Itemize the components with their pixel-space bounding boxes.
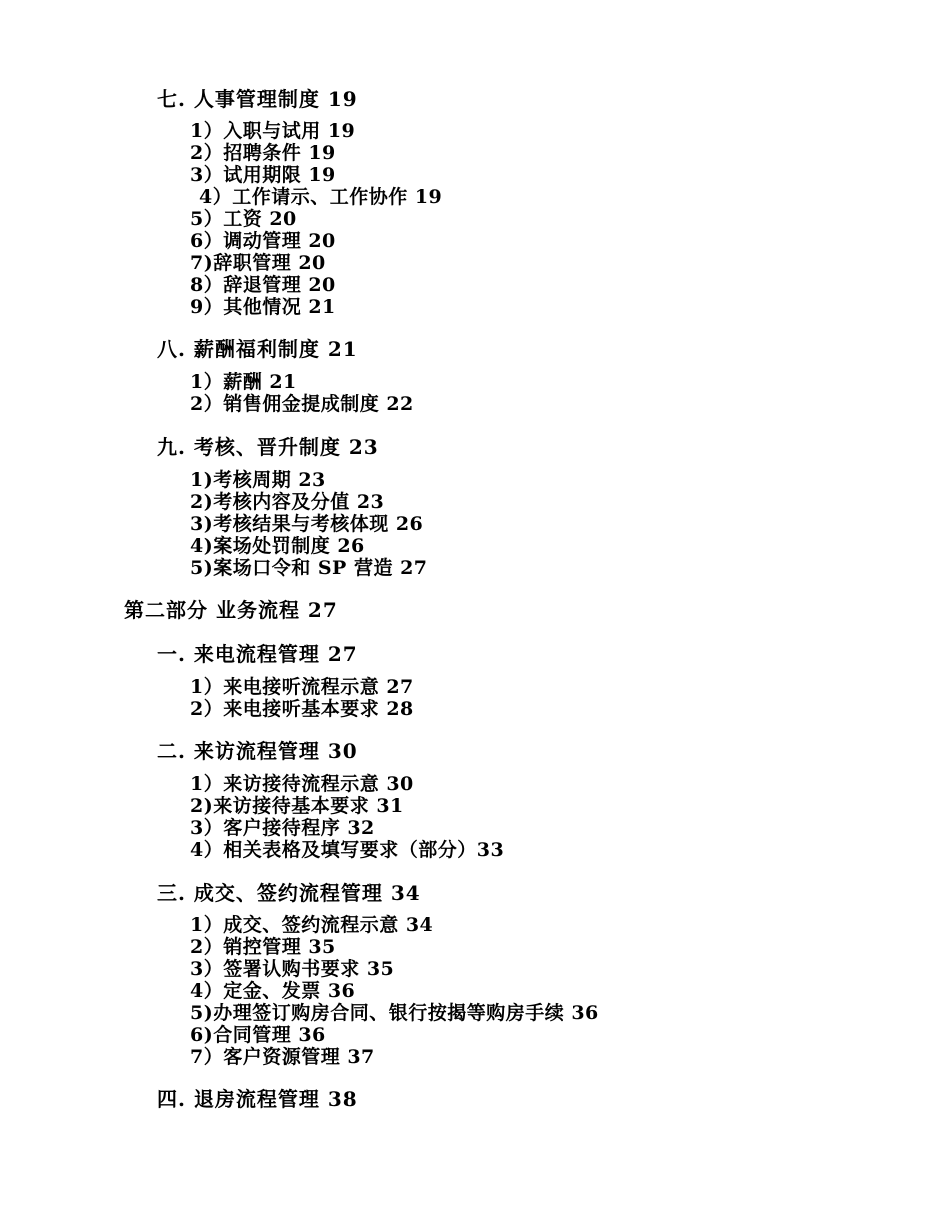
toc-item: 6)合同管理 36	[190, 1024, 326, 1046]
toc-section-title: 八. 薪酬福利制度 21	[157, 337, 358, 361]
toc-item: 7）客户资源管理 37	[190, 1046, 375, 1068]
toc-item: 4）相关表格及填写要求（部分）33	[190, 839, 505, 861]
toc-item: 1）薪酬 21	[190, 371, 297, 393]
toc-section-title: 七. 人事管理制度 19	[157, 87, 358, 111]
toc-item: 6）调动管理 20	[190, 230, 336, 252]
toc-item: 4)案场处罚制度 26	[190, 535, 365, 557]
toc-item: 1）成交、签约流程示意 34	[190, 914, 434, 936]
toc-item: 9）其他情况 21	[190, 296, 336, 318]
toc-item: 3）签署认购书要求 35	[190, 958, 395, 980]
toc-section-title: 一. 来电流程管理 27	[157, 642, 358, 666]
toc-item: 2）来电接听基本要求 28	[190, 698, 414, 720]
toc-item: 1)考核周期 23	[190, 469, 326, 491]
toc-section-title: 九. 考核、晋升制度 23	[157, 435, 379, 459]
toc-section-title: 四. 退房流程管理 38	[157, 1087, 358, 1111]
toc-item: 2)考核内容及分值 23	[190, 491, 385, 513]
toc-item: 4）工作请示、工作协作 19	[199, 186, 443, 208]
toc-item: 5)案场口令和 SP 营造 27	[190, 557, 428, 579]
toc-item: 3）客户接待程序 32	[190, 817, 375, 839]
toc-part-title: 第二部分 业务流程 27	[124, 598, 338, 622]
toc-item: 5)办理签订购房合同、银行按揭等购房手续 36	[190, 1002, 599, 1024]
toc-item: 5）工资 20	[190, 208, 297, 230]
toc-item: 2）销控管理 35	[190, 936, 336, 958]
toc-item: 3）试用期限 19	[190, 164, 336, 186]
toc-item: 3)考核结果与考核体现 26	[190, 513, 424, 535]
toc-item: 2）销售佣金提成制度 22	[190, 393, 414, 415]
toc-item: 1）入职与试用 19	[190, 120, 356, 142]
toc-item: 1）来电接听流程示意 27	[190, 676, 414, 698]
toc-section-title: 二. 来访流程管理 30	[157, 739, 358, 763]
toc-item: 4）定金、发票 36	[190, 980, 356, 1002]
toc-item: 7)辞职管理 20	[190, 252, 326, 274]
toc-item: 1）来访接待流程示意 30	[190, 773, 414, 795]
toc-section-title: 三. 成交、签约流程管理 34	[157, 881, 421, 905]
toc-item: 8）辞退管理 20	[190, 274, 336, 296]
toc-item: 2）招聘条件 19	[190, 142, 336, 164]
toc-item: 2)来访接待基本要求 31	[190, 795, 404, 817]
